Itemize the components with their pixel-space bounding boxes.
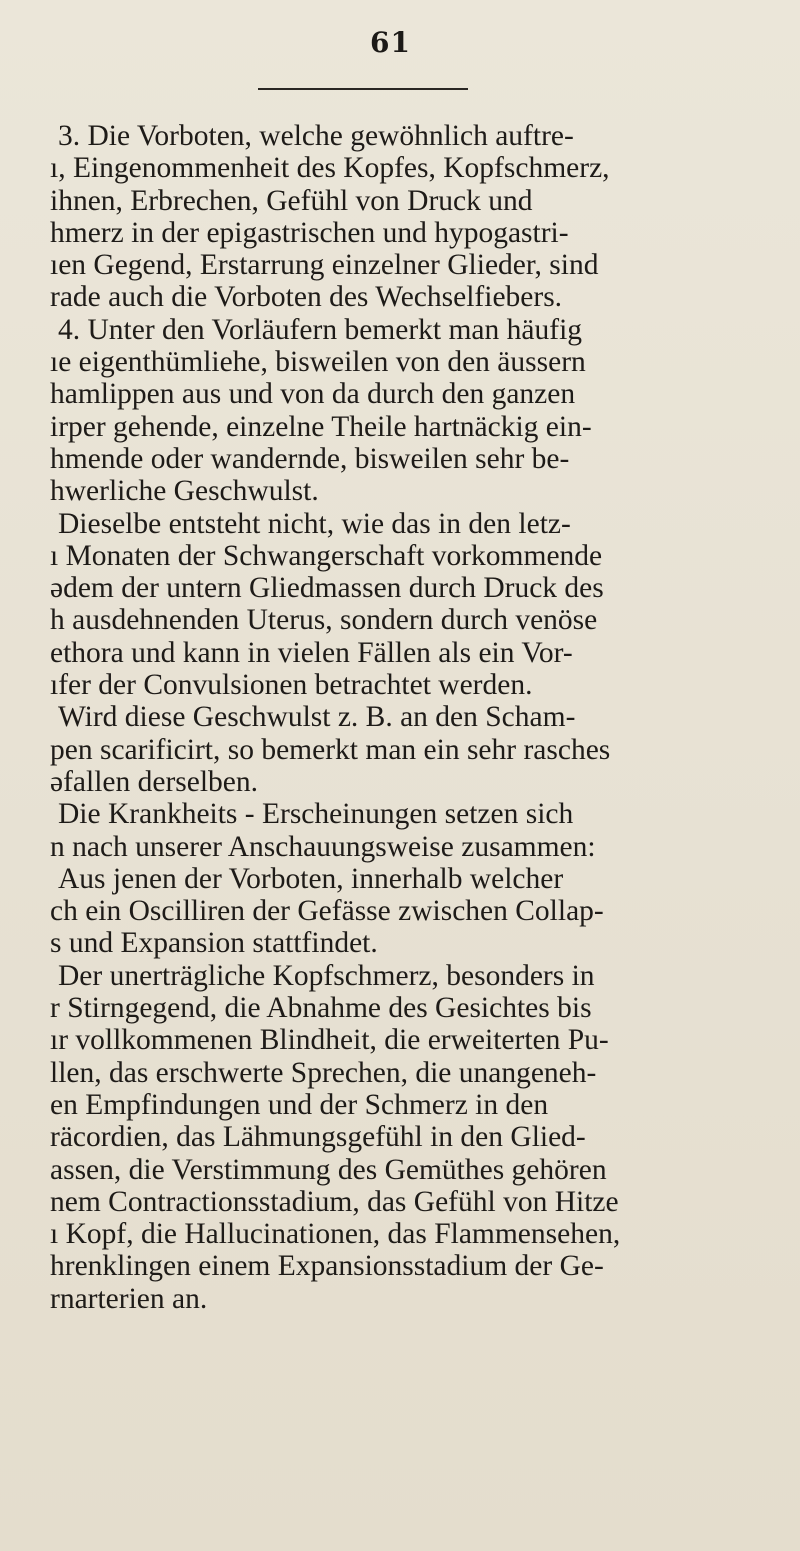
text-line: irper gehende, einzelne Theile hartnäckig ein- — [50, 410, 592, 443]
text-line: llen, das erschwerte Sprechen, die unangeneh- — [50, 1056, 597, 1089]
text-line: ch ein Oscilliren der Gefässe zwischen Collap- — [50, 895, 604, 928]
text-line: assen, die Verstimmung des Gemüthes gehören — [50, 1153, 607, 1186]
text-line: ıen Gegend, Erstarrung einzelner Glieder, sind — [50, 249, 599, 282]
text-line: räcordien, das Lähmungsgefühl in den Glied- — [50, 1121, 586, 1154]
text-line: hmende oder wandernde, bisweilen sehr be- — [50, 442, 570, 475]
text-line: r Stirngegend, die Abnahme des Gesichtes bis — [50, 992, 592, 1025]
text-line: h ausdehnenden Uterus, sondern durch venöse — [50, 604, 598, 637]
text-line: ı Monaten der Schwangerschaft vorkommende — [50, 539, 603, 572]
body-text — [50, 120, 795, 1315]
text-line: hwerliche Geschwulst. — [50, 475, 319, 508]
text-line: en Empfindungen und der Schmerz in den — [50, 1088, 549, 1121]
text-line: hamlippen aus und von da durch den ganzen — [50, 378, 576, 411]
text-line: ıe eigenthümliehe, bisweilen von den äussern — [50, 346, 586, 379]
text-line: ıfer der Convulsionen betrachtet werden. — [50, 669, 533, 702]
text-line: Die Krankheits - Erscheinungen setzen sich — [58, 798, 574, 831]
text-line: rnarterien an. — [50, 1282, 208, 1315]
text-line: s und Expansion stattfindet. — [50, 927, 378, 960]
text-line: Dieselbe entsteht nicht, wie das in den letz- — [58, 507, 571, 540]
text-line: n nach unserer Anschauungsweise zusammen: — [50, 830, 596, 863]
text-line: ədem der untern Gliedmassen durch Druck des — [50, 572, 604, 605]
page-number: 61 — [370, 26, 411, 59]
text-line: əfallen derselben. — [50, 765, 259, 798]
text-line: hmerz in der epigastrischen und hypogastri- — [50, 216, 569, 249]
text-line: 4. Unter den Vorläufern bemerkt man häufig — [58, 313, 583, 346]
header-rule — [258, 88, 468, 90]
text-line: nem Contractionsstadium, das Gefühl von Hitze — [50, 1185, 619, 1218]
text-line: ethora und kann in vielen Fällen als ein Vor- — [50, 636, 573, 669]
text-line: pen scarificirt, so bemerkt man ein sehr rasches — [50, 733, 611, 766]
text-line: Aus jenen der Vorboten, innerhalb welcher — [58, 862, 564, 895]
text-line: ı, Eingenommenheit des Kopfes, Kopfschmerz, — [50, 152, 610, 185]
text-line: ihnen, Erbrechen, Gefühl von Druck und — [50, 184, 533, 217]
text-line: ı Kopf, die Hallucinationen, das Flammensehen, — [50, 1218, 621, 1251]
text-line: 3. Die Vorboten, welche gewöhnlich auftre- — [58, 120, 574, 152]
text-line: ır vollkommenen Blindheit, die erweiterten Pu- — [50, 1024, 609, 1057]
text-line: Der unerträgliche Kopfschmerz, besonders in — [58, 959, 595, 992]
text-line: Wird diese Geschwulst z. B. an den Scham- — [58, 701, 576, 734]
text-line: rade auch die Vorboten des Wechselfiebers. — [50, 281, 563, 314]
text-line: hrenklingen einem Expansionsstadium der Ge- — [50, 1250, 604, 1283]
